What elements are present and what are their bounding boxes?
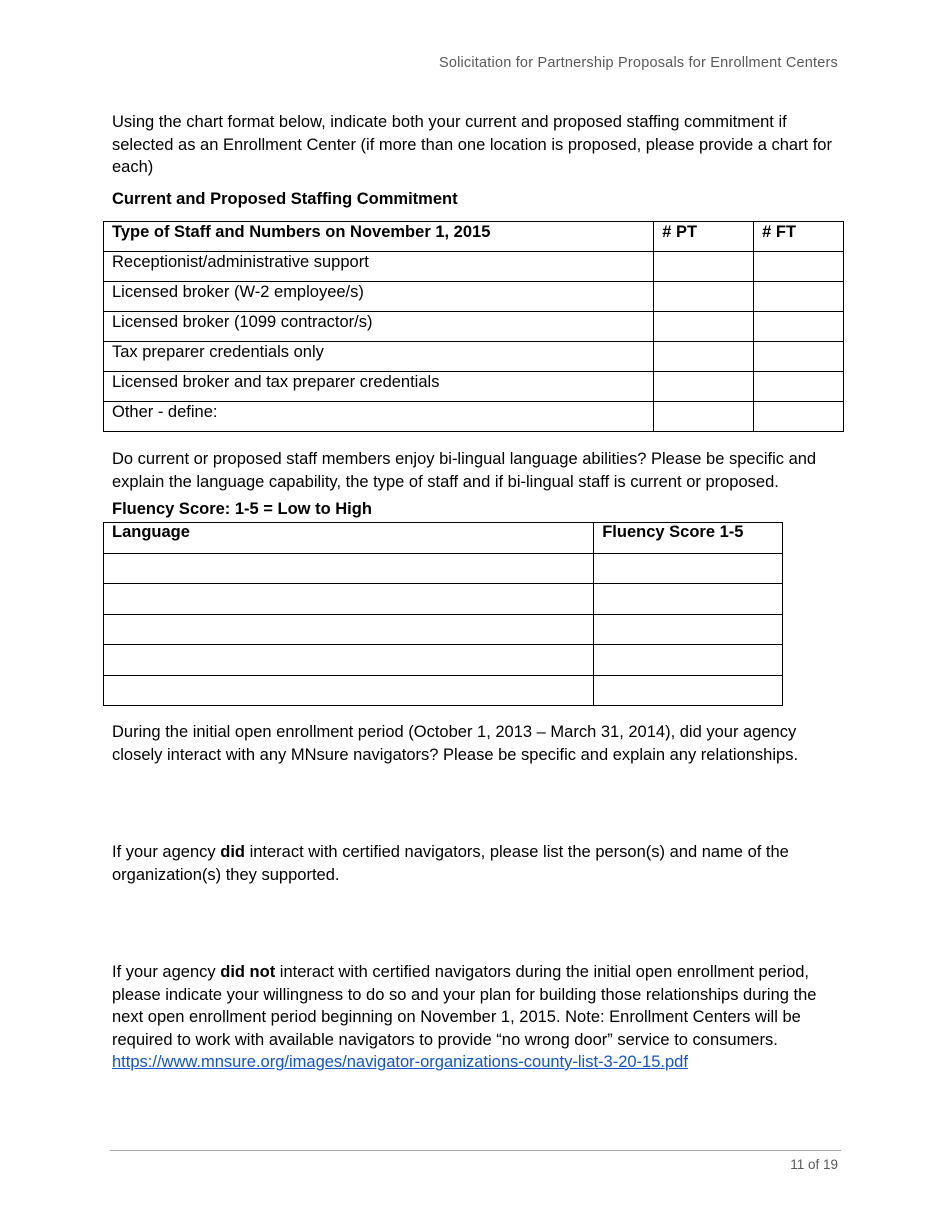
- table-row: [104, 312, 844, 342]
- ft-input-cell[interactable]: [754, 372, 844, 402]
- did-question-emphasis: did: [220, 843, 245, 861]
- column-header-staff-type: Type of Staff and Numbers on November 1, 2015: [104, 222, 654, 252]
- navigators-question: During the initial open enrollment period (October 1, 2013 – March 31, 2014), did your agency closely interact with any MNsure navigators? Please be specific and explain any relationships.: [112, 723, 799, 764]
- table-row: [104, 402, 844, 432]
- did-question-text-after: interact with certified navigators, please list the person(s) and name of the organization(s) they supported.: [112, 843, 789, 884]
- ft-input-cell[interactable]: [754, 402, 844, 432]
- language-input-cell[interactable]: [104, 614, 594, 645]
- staffing-table: [103, 221, 844, 432]
- did-interact-question: [112, 841, 842, 886]
- did-question-text-before: If your agency: [112, 843, 221, 861]
- table-row: [104, 645, 783, 676]
- ft-input-cell[interactable]: [754, 252, 844, 282]
- column-header-fluency-score: Fluency Score 1-5: [594, 523, 783, 554]
- ft-input-cell[interactable]: [754, 282, 844, 312]
- fluency-table: [103, 522, 783, 706]
- table-row: [104, 372, 844, 402]
- fluency-score-input-cell[interactable]: [594, 553, 783, 584]
- fluency-heading: Fluency Score: 1-5 = Low to High: [112, 500, 372, 518]
- table-row: [104, 553, 783, 584]
- language-input-cell[interactable]: [104, 553, 594, 584]
- did-not-interact-question: [112, 961, 842, 1074]
- pt-input-cell[interactable]: [654, 372, 754, 402]
- fluency-score-input-cell[interactable]: [594, 584, 783, 615]
- table-header-row: [104, 222, 844, 252]
- bilingual-question: Do current or proposed staff members enjoy bi-lingual language abilities? Please be specific and explain the language capability, the type of staff and if bi-lingual staff is current or proposed.: [112, 450, 817, 491]
- page-number: 11 of 19: [790, 1157, 838, 1172]
- fluency-score-input-cell[interactable]: [594, 645, 783, 676]
- fluency-score-input-cell[interactable]: [594, 614, 783, 645]
- ft-input-cell[interactable]: [754, 312, 844, 342]
- did-not-question-text-before: If your agency: [112, 963, 221, 981]
- staff-type-cell: Other - define:: [104, 402, 654, 432]
- table-row: [104, 342, 844, 372]
- staff-type-cell: Licensed broker and tax preparer credentials: [104, 372, 654, 402]
- table-row: [104, 675, 783, 706]
- did-not-question-emphasis: did not: [220, 963, 276, 981]
- table-header-row: [104, 523, 783, 554]
- intro-paragraph: Using the chart format below, indicate both your current and proposed staffing commitment if selected as an Enrollment Center (if more than one location is proposed, please provide a chart for each): [112, 113, 832, 176]
- pt-input-cell[interactable]: [654, 342, 754, 372]
- document-header: Solicitation for Partnership Proposals for Enrollment Centers: [438, 55, 838, 71]
- navigator-list-link[interactable]: https://www.mnsure.org/images/navigator-organizations-county-list-3-20-15.pdf: [112, 1053, 688, 1071]
- column-header-ft: # FT: [754, 222, 844, 252]
- table-row: [104, 614, 783, 645]
- did-not-question-text-after: interact with certified navigators during the initial open enrollment period, please indicate your willingness to do so and your plan for building those relationships during the next open enrollment period beginning on November 1, 2015. Note: Enrollment Centers will be required to work with available navigators to provide “no wrong door” service to consumers.: [112, 963, 817, 1049]
- column-header-language: Language: [104, 523, 594, 554]
- table-row: [104, 252, 844, 282]
- staff-type-cell: Receptionist/administrative support: [104, 252, 654, 282]
- footer-divider: [110, 1150, 841, 1151]
- column-header-pt: # PT: [654, 222, 754, 252]
- table-row: [104, 282, 844, 312]
- staffing-heading: Current and Proposed Staffing Commitment: [112, 190, 458, 208]
- pt-input-cell[interactable]: [654, 402, 754, 432]
- pt-input-cell[interactable]: [654, 312, 754, 342]
- staff-type-cell: Tax preparer credentials only: [104, 342, 654, 372]
- fluency-score-input-cell[interactable]: [594, 675, 783, 706]
- language-input-cell[interactable]: [104, 584, 594, 615]
- staff-type-cell: Licensed broker (1099 contractor/s): [104, 312, 654, 342]
- ft-input-cell[interactable]: [754, 342, 844, 372]
- staff-type-cell: Licensed broker (W-2 employee/s): [104, 282, 654, 312]
- language-input-cell[interactable]: [104, 645, 594, 676]
- language-input-cell[interactable]: [104, 675, 594, 706]
- table-row: [104, 584, 783, 615]
- pt-input-cell[interactable]: [654, 282, 754, 312]
- pt-input-cell[interactable]: [654, 252, 754, 282]
